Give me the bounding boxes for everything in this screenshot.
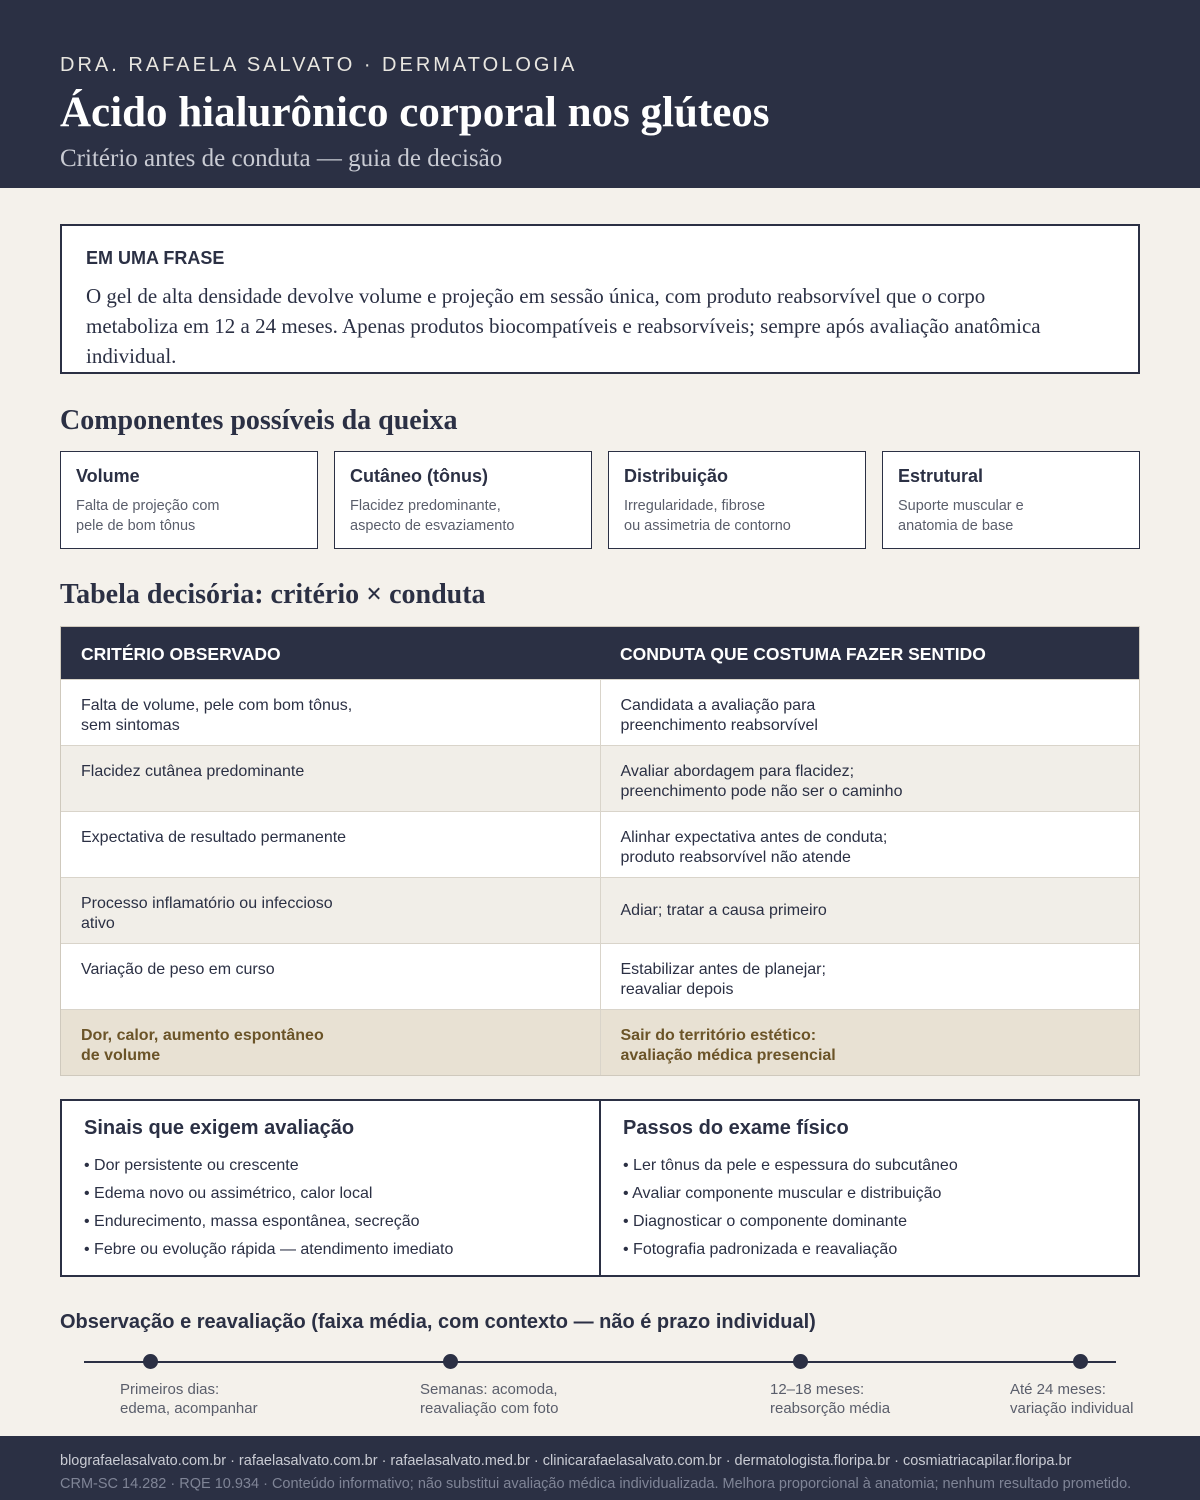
- footer-links[interactable]: blografaelasalvato.com.br · rafaelasalvato.com.br · rafaelasalvato.med.br · clinicarafaelasalvato.com.br · dermatologista.floripa.br · cosmiatriacapilar.floripa.br: [60, 1453, 1072, 1469]
- component-card-volume: [60, 451, 318, 549]
- conduta-cell: Candidata a avaliação para preenchimento reabsorvível: [600, 680, 1140, 745]
- signals-title: Sinais que exigem avaliação: [84, 1117, 355, 1139]
- criterio-cell: Falta de volume, pele com bom tônus, sem sintomas: [81, 697, 353, 734]
- timeline-line: [84, 1361, 1116, 1363]
- page-header: [0, 0, 1200, 188]
- conduta-cell: Avaliar abordagem para flacidez; preenchimento pode não ser o caminho: [600, 746, 1140, 811]
- page-subtitle: Critério antes de conduta — guia de decisão: [60, 145, 503, 172]
- card-title: Cutâneo (tônus): [350, 466, 488, 486]
- table-header: [61, 627, 1139, 679]
- timeline-title: Observação e reavaliação (faixa média, com contexto — não é prazo individual): [60, 1311, 816, 1333]
- timeline-dot: [443, 1354, 458, 1369]
- criterio-cell: Expectativa de resultado permanente: [81, 829, 347, 846]
- signals-panel: [62, 1101, 599, 1275]
- conduta-cell: Adiar; tratar a causa primeiro: [600, 878, 1140, 943]
- signals-list: [84, 1152, 577, 1264]
- exam-title: Passos do exame físico: [623, 1117, 849, 1139]
- conduta-cell: Alinhar expectativa antes de conduta; produto reabsorvível não atende: [600, 812, 1140, 877]
- criterio-cell: Dor, calor, aumento espontâneo de volume: [81, 1027, 324, 1064]
- table-row: [61, 877, 1139, 943]
- conduta-cell: Estabilizar antes de planejar; reavaliar depois: [600, 944, 1140, 1009]
- card-title: Distribuição: [624, 466, 729, 486]
- list-item: • Fotografia padronizada e reavaliação: [623, 1236, 1116, 1264]
- list-item: • Diagnosticar o componente dominante: [623, 1208, 1116, 1236]
- timeline-dot: [143, 1354, 158, 1369]
- list-item: • Endurecimento, massa espontânea, secreção: [84, 1208, 577, 1236]
- criterio-cell: Processo inflamatório ou infeccioso ativo: [81, 895, 333, 932]
- timeline-label: 12–18 meses: reabsorção média: [770, 1381, 891, 1417]
- table-row: [61, 679, 1139, 745]
- card-description: Flacidez predominante, aspecto de esvaziamento: [350, 498, 515, 534]
- decision-table: [60, 626, 1140, 1076]
- timeline-label: Primeiros dias: edema, acompanhar: [120, 1381, 258, 1417]
- info-panels: [60, 1099, 1140, 1277]
- table-row-alert: [61, 1009, 1139, 1075]
- page-footer: [0, 1436, 1200, 1500]
- card-description: Falta de projeção com pele de bom tônus: [76, 498, 220, 534]
- table-row: [61, 811, 1139, 877]
- card-title: Estrutural: [898, 466, 984, 486]
- footer-legal: CRM-SC 14.282 · RQE 10.934 · Conteúdo informativo; não substitui avaliação médica individualizada. Melhora proporcional à anatomia; nenhum resultado prometido.: [60, 1476, 1132, 1492]
- summary-box: [60, 224, 1140, 374]
- timeline-dot: [1073, 1354, 1088, 1369]
- page-title: Ácido hialurônico corporal nos glúteos: [60, 89, 770, 136]
- criterio-cell: Flacidez cutânea predominante: [81, 763, 305, 780]
- decision-table-title: Tabela decisória: critério × conduta: [60, 579, 486, 610]
- criterio-cell: Variação de peso em curso: [81, 961, 275, 978]
- summary-label: EM UMA FRASE: [86, 248, 225, 268]
- doctor-kicker: DRA. RAFAELA SALVATO · DERMATOLOGIA: [60, 54, 578, 76]
- card-description: Irregularidade, fibrose ou assimetria de contorno: [624, 498, 791, 534]
- table-row: [61, 745, 1139, 811]
- list-item: • Ler tônus da pele e espessura do subcutâneo: [623, 1152, 1116, 1180]
- list-item: • Edema novo ou assimétrico, calor local: [84, 1180, 577, 1208]
- summary-text: O gel de alta densidade devolve volume e projeção em sessão única, com produto reabsorvível que o corpo metaboliza em 12 a 24 meses. Apenas produtos biocompatíveis e reabsorvíveis; sempre após avaliação anatômica individual.: [86, 284, 1041, 368]
- card-description: Suporte muscular e anatomia de base: [898, 498, 1024, 534]
- card-title: Volume: [76, 466, 140, 486]
- timeline-dot: [793, 1354, 808, 1369]
- table-row: [61, 943, 1139, 1009]
- component-cards: [60, 451, 1140, 549]
- timeline-label: Semanas: acomoda, reavaliação com foto: [420, 1381, 559, 1417]
- exam-panel: [599, 1101, 1138, 1275]
- conduta-cell: Sair do território estético: avaliação médica presencial: [600, 1010, 1140, 1075]
- component-card-cutaneo: [334, 451, 592, 549]
- list-item: • Febre ou evolução rápida — atendimento imediato: [84, 1236, 577, 1264]
- list-item: • Dor persistente ou crescente: [84, 1152, 577, 1180]
- component-card-estrutural: [882, 451, 1140, 549]
- column-header-criterio: CRITÉRIO OBSERVADO: [81, 644, 281, 664]
- column-header-conduta: CONDUTA QUE COSTUMA FAZER SENTIDO: [620, 644, 986, 664]
- component-card-distribuicao: [608, 451, 866, 549]
- timeline-label: Até 24 meses: variação individual: [1010, 1381, 1134, 1417]
- exam-list: [623, 1152, 1116, 1264]
- components-title: Componentes possíveis da queixa: [60, 405, 458, 436]
- list-item: • Avaliar componente muscular e distribuição: [623, 1180, 1116, 1208]
